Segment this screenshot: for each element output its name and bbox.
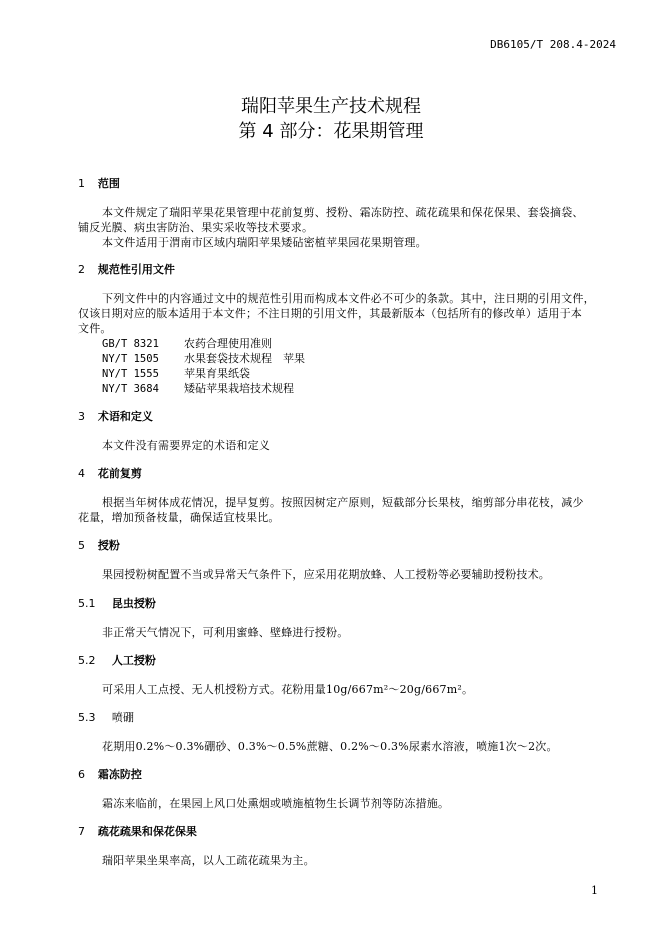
section-number: 1 — [78, 177, 85, 190]
section-title: 霜冻防控 — [97, 768, 142, 781]
reference-item — [102, 351, 305, 367]
reference-name: 矮砧苹果栽培技术规程 — [184, 382, 294, 395]
section-number: 7 — [78, 825, 85, 838]
section-title: 规范性引用文件 — [97, 263, 175, 276]
section-heading-5 — [78, 538, 120, 554]
section-title: 花前复剪 — [97, 467, 142, 480]
paragraph-insect-pollination — [78, 625, 598, 640]
section-number: 5.3 — [78, 711, 96, 724]
reference-code: NY/T 3684 — [102, 383, 159, 395]
reference-name: 农药合理使用准则 — [184, 337, 272, 350]
document-subtitle: 第 4 部分：花果期管理 — [238, 121, 424, 142]
reference-code: NY/T 1505 — [102, 353, 159, 365]
paragraph-artificial-pollination — [78, 682, 598, 697]
paragraph-line: 根据当年树体成花情况，提早复剪。按照因树定产原则，短截部分长果枝，缩剪部分串花枝，减少 — [102, 496, 584, 509]
section-title: 疏花疏果和保花保果 — [97, 825, 197, 838]
paragraph-line: 本文件适用于渭南市区域内瑞阳苹果矮砧密植苹果园花果期管理。 — [102, 236, 427, 249]
reference-code: GB/T 8321 — [102, 338, 159, 350]
section-title: 范围 — [97, 177, 120, 190]
paragraph-line: 花期用0.2%～0.3%硼砂、0.3%～0.5%蔗糖、0.2%～0.3%尿素水溶液，喷施1次～2次。 — [102, 740, 558, 753]
reference-name: 水果套袋技术规程 苹果 — [184, 352, 305, 365]
section-number: 6 — [78, 768, 85, 781]
reference-item — [102, 366, 250, 382]
reference-code: NY/T 1555 — [102, 368, 159, 380]
reference-item — [102, 381, 294, 397]
section-heading-5-2 — [78, 653, 156, 669]
section-heading-5-1 — [78, 596, 156, 612]
paragraph-scope — [78, 205, 598, 250]
section-number: 5.1 — [78, 597, 96, 610]
section-heading-5-3 — [78, 710, 134, 726]
paragraph-frost-control — [78, 796, 598, 811]
section-heading-6 — [78, 767, 142, 783]
section-heading-3 — [78, 409, 153, 425]
page-number: 1 — [591, 884, 598, 897]
section-title: 术语和定义 — [97, 410, 153, 423]
section-heading-1 — [78, 176, 120, 192]
paragraph-line: 仅该日期对应的版本适用于本文件；不注日期的引用文件，其最新版本（包括所有的修改单）适用于本 — [78, 307, 582, 320]
section-heading-2 — [78, 262, 175, 278]
paragraph-pollination — [78, 567, 598, 582]
section-heading-7 — [78, 824, 197, 840]
paragraph-line: 非正常天气情况下，可利用蜜蜂、壁蜂进行授粉。 — [102, 626, 349, 639]
paragraph-terms — [78, 438, 598, 453]
paragraph-line: 本文件没有需要界定的术语和定义 — [102, 439, 270, 452]
paragraph-line: 花量，增加预备枝量，确保适宜枝果比。 — [78, 511, 280, 524]
paragraph-normative-refs — [78, 291, 598, 336]
paragraph-line: 文件。 — [78, 322, 112, 335]
reference-item — [102, 336, 272, 352]
paragraph-line: 铺反光膜、病虫害防治、果实采收等技术要求。 — [78, 221, 314, 234]
paragraph-line: 下列文件中的内容通过文中的规范性引用而构成本文件必不可少的条款。其中，注日期的引用文件， — [102, 292, 595, 305]
reference-name: 苹果育果纸袋 — [184, 367, 250, 380]
section-title: 喷硼 — [111, 711, 134, 724]
section-number: 5 — [78, 539, 85, 552]
section-title: 授粉 — [97, 539, 120, 552]
paragraph-line: 霜冻来临前，在果园上风口处熏烟或喷施植物生长调节剂等防冻措施。 — [102, 797, 450, 810]
paragraph-pre-bloom-pruning — [78, 495, 598, 525]
section-number: 5.2 — [78, 654, 96, 667]
section-title: 昆虫授粉 — [111, 597, 156, 610]
paragraph-thinning — [78, 853, 598, 868]
paragraph-line: 瑞阳苹果坐果率高，以人工疏花疏果为主。 — [102, 854, 315, 867]
paragraph-boron-spray — [78, 739, 598, 754]
paragraph-line: 果园授粉树配置不当或异常天气条件下，应采用花期放蜂、人工授粉等必要辅助授粉技术。 — [102, 568, 550, 581]
section-number: 3 — [78, 410, 85, 423]
section-heading-4 — [78, 466, 142, 482]
document-title: 瑞阳苹果生产技术规程 — [241, 96, 421, 117]
section-number: 4 — [78, 467, 85, 480]
section-number: 2 — [78, 263, 85, 276]
section-title: 人工授粉 — [111, 654, 156, 667]
paragraph-line: 可采用人工点授、无人机授粉方式。花粉用量10g/667m²～20g/667m²。 — [102, 683, 474, 696]
document-code: DB6105/T 208.4-2024 — [490, 38, 616, 51]
paragraph-line: 本文件规定了瑞阳苹果花果管理中花前复剪、授粉、霜冻防控、疏花疏果和保花保果、套袋摘袋、 — [102, 206, 584, 219]
